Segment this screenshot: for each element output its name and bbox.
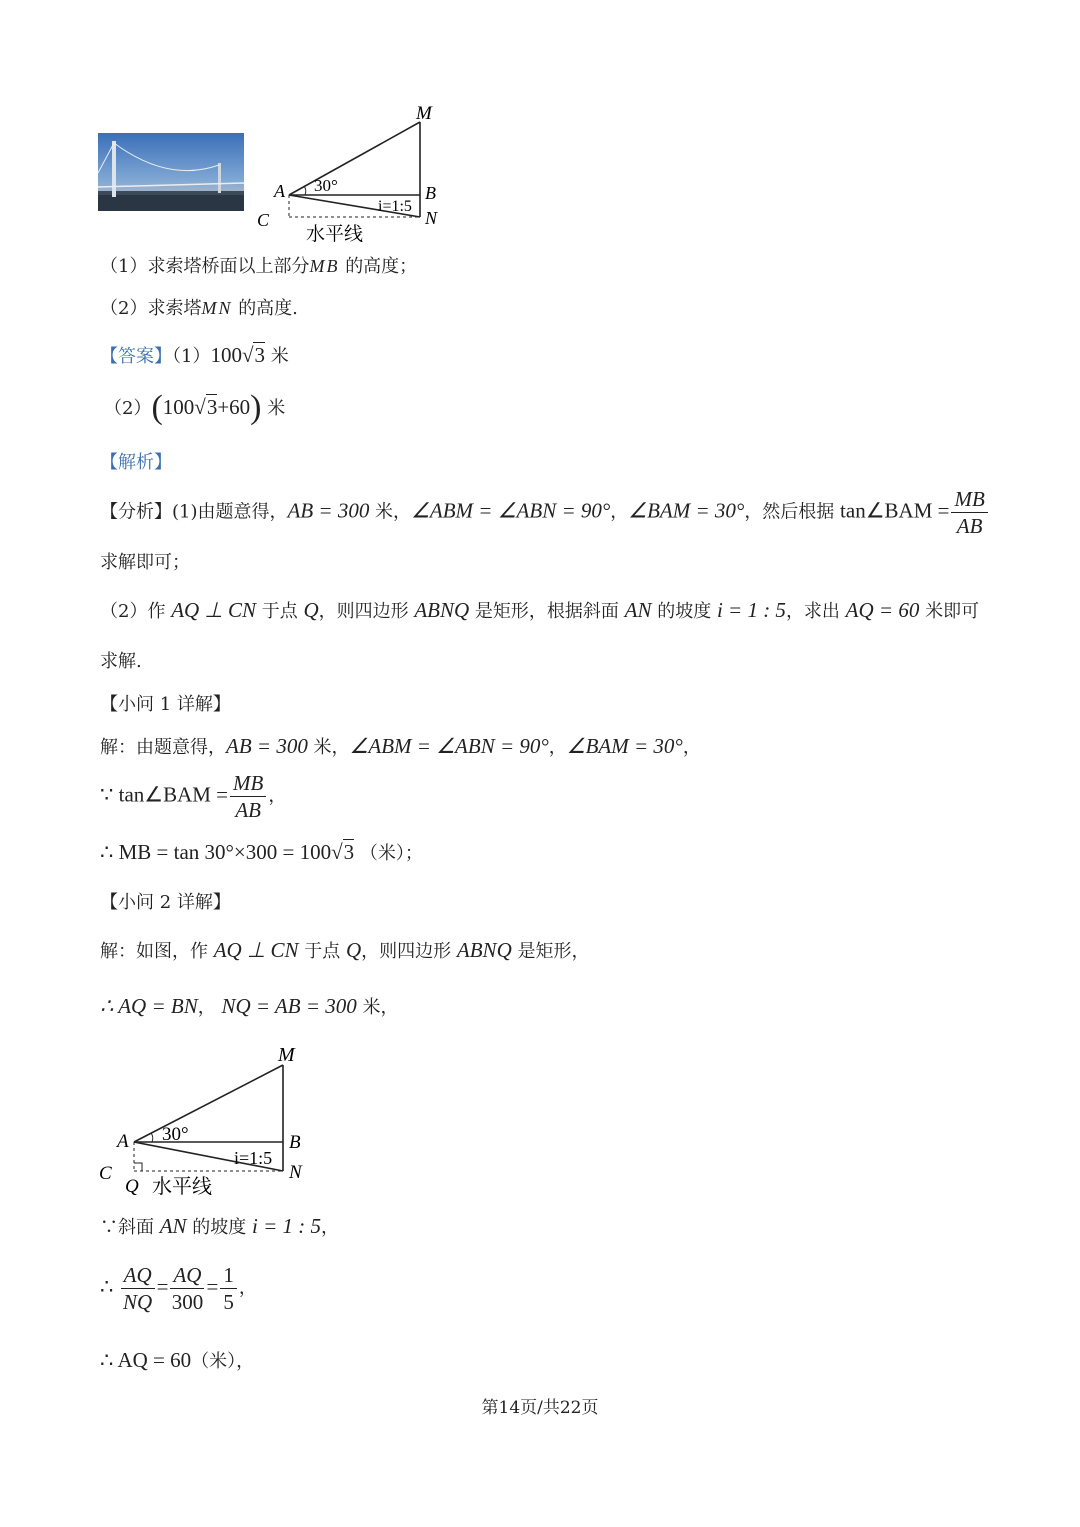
final-line-3: ∴ AQ = 60（米）， bbox=[100, 1348, 255, 1372]
fraction: $\frac{MB}{AB}$ bbox=[951, 486, 987, 539]
horizontal-label: 水平线 bbox=[306, 223, 364, 245]
label-C: C bbox=[257, 210, 270, 230]
label-C: C bbox=[99, 1163, 112, 1184]
angle-label: 30° bbox=[314, 176, 338, 195]
label-N: N bbox=[425, 208, 438, 228]
detail1-line-3: ∴ MB = tan 30°×300 = 100√3 （米）； bbox=[100, 840, 423, 864]
analysis-tag: 【解析】 bbox=[100, 452, 172, 473]
fraction: $\frac{AQ}{300}$ bbox=[171, 1263, 204, 1314]
label-B: B bbox=[289, 1132, 301, 1153]
label-B: B bbox=[425, 183, 436, 203]
fraction: $\frac{1}{5}$ bbox=[220, 1262, 237, 1315]
final-line-1: ∵斜面 AN 的坡度 i = 1 : 5， bbox=[100, 1214, 340, 1238]
detail2-title: 【小问 2 详解】 bbox=[100, 892, 231, 913]
analysis-line-2: 求解即可； bbox=[100, 552, 190, 573]
page-footer: 第14页/共22页 bbox=[481, 1398, 599, 1418]
label-M: M bbox=[416, 103, 432, 124]
horizontal-label: 水平线 bbox=[152, 1174, 212, 1198]
triangle-diagram-with-q bbox=[94, 1040, 324, 1202]
detail1-title: 【小问 1 详解】 bbox=[100, 694, 231, 715]
detail2-line-2: ∴ AQ = BN， NQ = AB = 300 米， bbox=[100, 994, 399, 1018]
label-N: N bbox=[289, 1162, 302, 1183]
question-1: （1）求索塔桥面以上部分MB 的高度； bbox=[100, 256, 418, 277]
detail1-line-2: ∵ tan∠BAM = $\frac{MB}{AB}$ ， bbox=[100, 771, 287, 822]
label-M: M bbox=[278, 1044, 295, 1066]
answer-line-2: （2）(100√3+60) 米 bbox=[104, 389, 286, 426]
question-2: （2）求索塔MN 的高度. bbox=[100, 298, 298, 319]
label-Q: Q bbox=[125, 1176, 139, 1197]
angle-label: 30° bbox=[162, 1124, 189, 1145]
triangle-diagram bbox=[252, 100, 452, 250]
analysis-line-4: 求解. bbox=[100, 651, 142, 672]
label-A: A bbox=[274, 181, 285, 201]
detail1-line-1: 解：由题意得，AB = 300 米，∠ABM = ∠ABN = 90°，∠BAM = 30°， bbox=[100, 734, 701, 758]
fraction: $\frac{MB}{AB}$ bbox=[230, 770, 266, 823]
fraction: $\frac{AQ}{NQ}$ bbox=[121, 1262, 155, 1315]
detail2-line-1: 解：如图，作 AQ ⊥ CN 于点 Q，则四边形 ABNQ 是矩形， bbox=[100, 938, 590, 962]
label-A: A bbox=[117, 1131, 129, 1152]
analysis-line-1: 【分析】(1)由题意得，AB = 300 米，∠ABM = ∠ABN = 90°，∠BAM = 30°，然后根据 tan∠BAM = $\frac{MB}{AB}$ bbox=[100, 486, 990, 539]
answer-line-1: 【答案】（1）100√3 米 bbox=[100, 343, 289, 367]
final-line-2: ∴ $\frac{AQ}{NQ}$ = $\frac{AQ}{300}$ = $\frac{1}{5}$ ， bbox=[100, 1263, 257, 1314]
bridge-photo bbox=[98, 133, 244, 211]
analysis-line-3: （2）作 AQ ⊥ CN 于点 Q，则四边形 ABNQ 是矩形，根据斜面 AN 的坡度 i = 1 : 5，求出 AQ = 60 米即可 bbox=[100, 598, 980, 622]
slope-label: i=1:5 bbox=[234, 1148, 273, 1168]
slope-label: i=1:5 bbox=[378, 198, 412, 215]
